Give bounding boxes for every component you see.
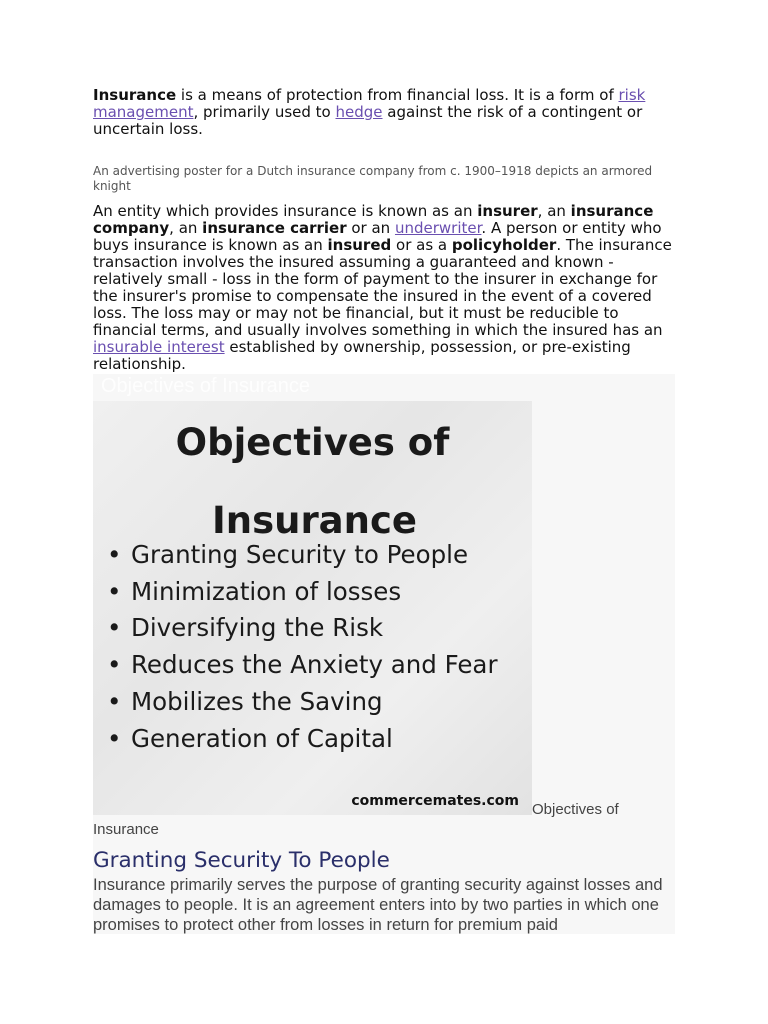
risk-management-link[interactable]: risk management bbox=[93, 86, 646, 121]
image-caption-text: Insurance bbox=[93, 821, 159, 838]
poster-title-line: Insurance bbox=[211, 499, 418, 542]
bullet-icon: • bbox=[107, 686, 122, 716]
poster-item-text: Granting Security to People bbox=[131, 540, 469, 569]
intro-text: against the risk of a contingent or uncertain loss. bbox=[93, 103, 643, 138]
poster-list-item bbox=[107, 647, 498, 684]
poster-list-item bbox=[107, 610, 498, 647]
term-insurance-company: insurance company bbox=[93, 202, 654, 237]
entity-text: An entity which provides insurance is known as an bbox=[93, 202, 478, 220]
section-paragraph: Insurance primarily serves the purpose of granting security against losses and damages to people. It is an agreement enters into by two parties in which one promises to protect other from losses in return for premium paid bbox=[93, 876, 663, 934]
entity-text: . A person or entity who buys insurance is known as an bbox=[93, 219, 662, 254]
intro-paragraph bbox=[93, 87, 673, 138]
poster-title-line: Objectives of bbox=[175, 421, 450, 464]
bullet-icon: • bbox=[107, 723, 122, 753]
entity-text: , an bbox=[537, 202, 571, 220]
bullet-icon: • bbox=[107, 540, 122, 569]
entity-text: . The insurance transaction involves the insured assuming a guaranteed and known - relatively small - loss in the form of payment to the insurer in exchange for the insurer's promise to compensate the insured in the event of a covered loss. The loss may or may not be financial, but it must be reducible to financial terms, and usually involves something in which the insured has an bbox=[93, 236, 672, 339]
entity-text: , an bbox=[169, 219, 203, 237]
poster-item-text: Minimization of losses bbox=[131, 576, 402, 606]
poster-item-text: Mobilizes the Saving bbox=[131, 686, 383, 716]
hedge-link[interactable]: hedge bbox=[335, 103, 383, 121]
poster-item-text: Generation of Capital bbox=[131, 723, 393, 753]
section-heading: Granting Security To People bbox=[93, 848, 390, 873]
term-insurance-carrier: insurance carrier bbox=[202, 219, 347, 237]
poster-item-text: Reduces the Anxiety and Fear bbox=[131, 650, 498, 680]
image-caption-text: Objectives of bbox=[532, 801, 619, 818]
entity-text: established by ownership, possession, or pre-existing relationship. bbox=[93, 338, 631, 373]
entity-paragraph bbox=[93, 203, 675, 373]
poster-item-text: Diversifying the Risk bbox=[131, 613, 384, 643]
section-ghost-title: Objectives of Insurance bbox=[101, 375, 310, 397]
bullet-icon: • bbox=[107, 650, 122, 680]
objectives-section bbox=[93, 374, 675, 934]
poster-list-item bbox=[107, 574, 498, 611]
entity-text: or as a bbox=[391, 236, 452, 254]
poster-objectives-list bbox=[107, 537, 498, 757]
bullet-icon: • bbox=[107, 576, 122, 606]
figure-caption: An advertising poster for a Dutch insurance company from c. 1900–1918 depicts an armored knight bbox=[93, 164, 653, 193]
term-insured: insured bbox=[327, 236, 392, 254]
underwriter-link[interactable]: underwriter bbox=[394, 219, 482, 237]
intro-text: , primarily used to bbox=[193, 103, 336, 121]
poster-list-item bbox=[107, 721, 498, 758]
term-insurer: insurer bbox=[477, 202, 538, 220]
term-policyholder: policyholder bbox=[451, 236, 557, 254]
entity-text: or an bbox=[346, 219, 395, 237]
insurance-term: Insurance bbox=[93, 86, 177, 104]
poster-list-item bbox=[107, 537, 498, 574]
insurable-interest-link[interactable]: insurable interest bbox=[93, 338, 225, 356]
poster-site-watermark: commercemates.com bbox=[351, 793, 519, 809]
intro-text: is a means of protection from financial loss. It is a form of bbox=[176, 86, 619, 104]
poster-list-item bbox=[107, 684, 498, 721]
objectives-poster-image bbox=[93, 401, 532, 815]
bullet-icon: • bbox=[107, 613, 122, 643]
poster-title bbox=[93, 423, 532, 541]
